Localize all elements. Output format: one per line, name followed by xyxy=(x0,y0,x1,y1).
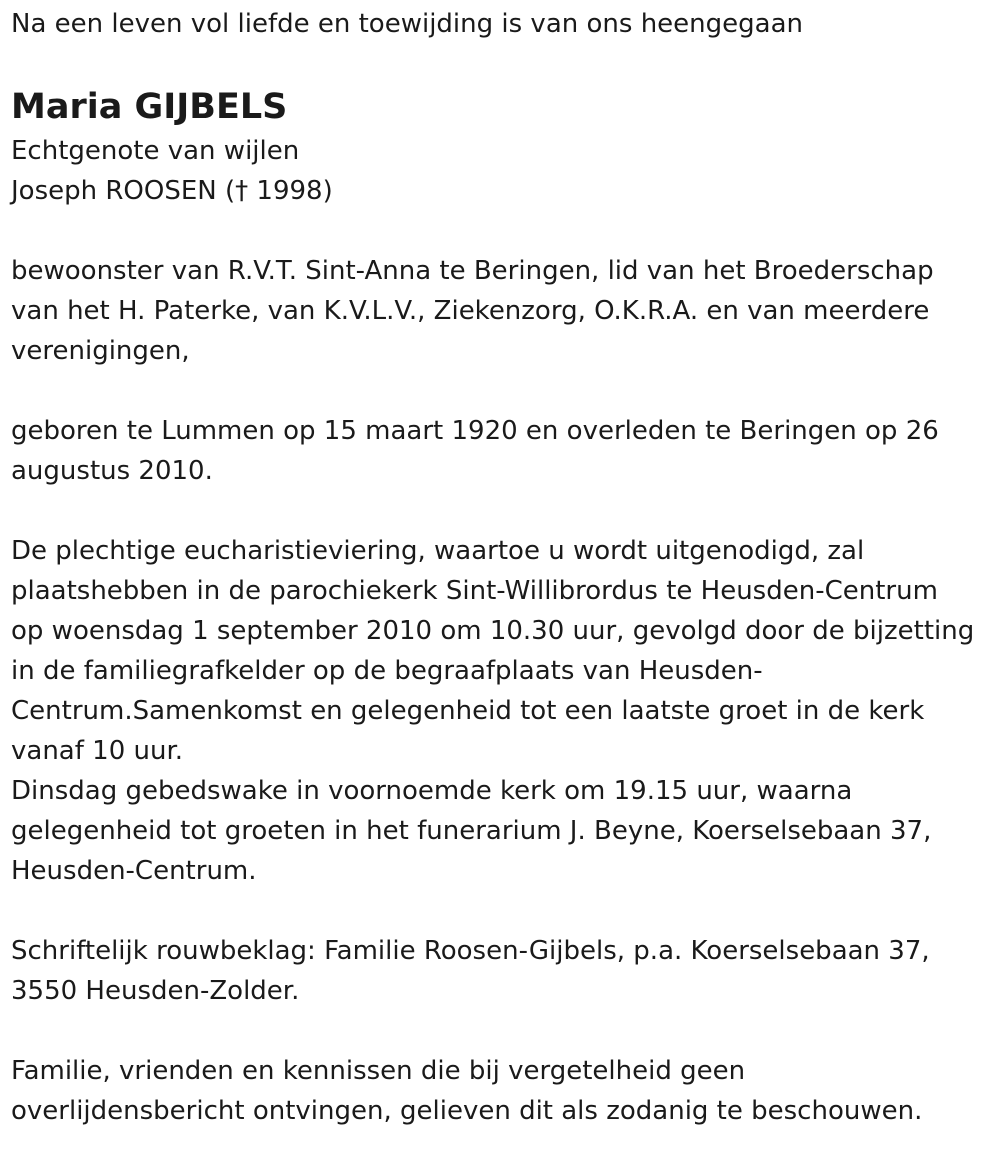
birth-death-paragraph xyxy=(11,411,991,491)
ceremony-line: De plechtige eucharistieviering, waartoe u wordt uitgenodigd, zal xyxy=(11,536,865,566)
spacer xyxy=(11,491,991,531)
ceremony-line: Heusden-Centrum. xyxy=(11,856,257,886)
intro-text: Na een leven vol liefde en toewijding is van ons heengegaan xyxy=(11,9,803,39)
residence-line: van het H. Paterke, van K.V.L.V., Ziekenzorg, O.K.R.A. en van meerdere xyxy=(11,296,930,326)
death-notice xyxy=(11,4,991,1131)
ceremony-line: in de familiegrafkelder op de begraafplaats van Heusden- xyxy=(11,656,763,686)
spacer xyxy=(11,1011,991,1051)
ceremony-line: op woensdag 1 september 2010 om 10.30 uur, gevolgd door de bijzetting xyxy=(11,616,975,646)
spacer xyxy=(11,211,991,251)
spouse-line-1: Echtgenote van wijlen xyxy=(11,136,300,166)
birth-death-line: augustus 2010. xyxy=(11,456,213,486)
residence-line: verenigingen, xyxy=(11,336,190,366)
residence-line: bewoonster van R.V.T. Sint-Anna te Beringen, lid van het Broederschap xyxy=(11,256,934,286)
ceremony-line: plaatshebben in de parochiekerk Sint-Willibrordus te Heusden-Centrum xyxy=(11,576,938,606)
ceremony-line: Dinsdag gebedswake in voornoemde kerk om 19.15 uur, waarna xyxy=(11,776,853,806)
spacer xyxy=(11,891,991,931)
deceased-name: Maria GIJBELS xyxy=(11,87,288,127)
ceremony-line: Centrum.Samenkomst en gelegenheid tot een laatste groet in de kerk xyxy=(11,696,925,726)
condolences-paragraph xyxy=(11,931,991,1011)
condolences-line: 3550 Heusden-Zolder. xyxy=(11,976,300,1006)
closing-line: Familie, vrienden en kennissen die bij vergetelheid geen xyxy=(11,1056,746,1086)
residence-paragraph xyxy=(11,251,991,371)
closing-line: overlijdensbericht ontvingen, gelieven dit als zodanig te beschouwen. xyxy=(11,1096,923,1126)
closing-paragraph xyxy=(11,1051,991,1131)
birth-death-line: geboren te Lummen op 15 maart 1920 en overleden te Beringen op 26 xyxy=(11,416,939,446)
spouse-line-2: Joseph ROOSEN († 1998) xyxy=(11,176,333,206)
ceremony-paragraph xyxy=(11,531,991,891)
ceremony-line: vanaf 10 uur. xyxy=(11,736,184,766)
spacer xyxy=(11,371,991,411)
condolences-line: Schriftelijk rouwbeklag: Familie Roosen-Gijbels, p.a. Koerselsebaan 37, xyxy=(11,936,930,966)
ceremony-line: gelegenheid tot groeten in het funerarium J. Beyne, Koerselsebaan 37, xyxy=(11,816,932,846)
